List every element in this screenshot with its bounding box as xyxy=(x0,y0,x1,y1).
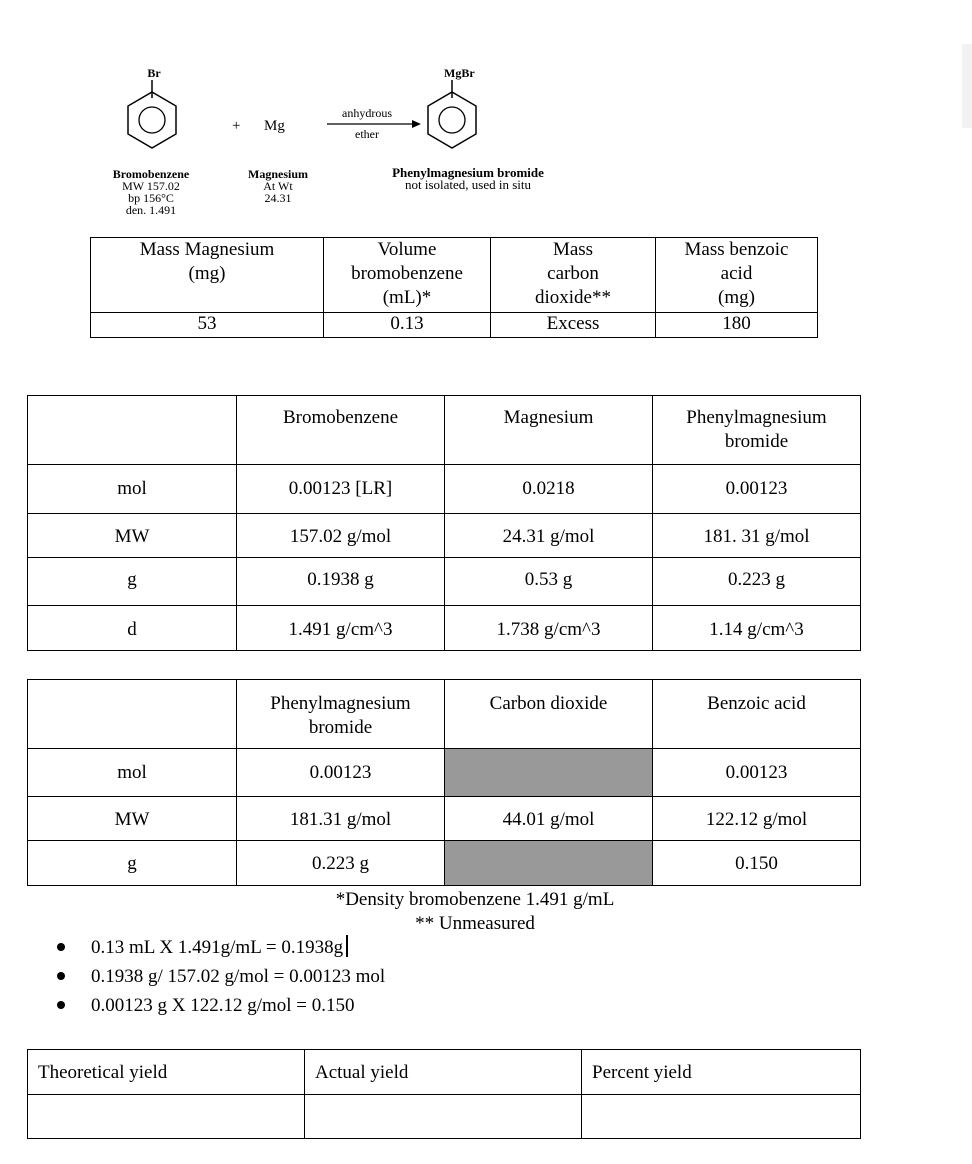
bromobenzene-name: Bromobenzene xyxy=(112,167,190,181)
calc-line-2[interactable]: 0.1938 g/ 157.02 g/mol = 0.00123 mol xyxy=(91,966,386,987)
calculation-list xyxy=(57,933,385,1020)
bromo-substituent-label: Br xyxy=(147,66,161,80)
bromobenzene-density: den. 1.491 xyxy=(125,203,177,217)
step1-product-g: 0.223 g xyxy=(653,558,861,606)
step1-row-label-mol: mol xyxy=(28,465,237,514)
step1-header-blank xyxy=(28,396,237,465)
condition-top: anhydrous xyxy=(342,106,392,120)
mgbr-substituent-label: MgBr xyxy=(444,66,475,80)
product-note: not isolated, used xyxy=(404,177,499,192)
footnotes xyxy=(290,888,660,936)
header-volume-bromobenzene: Volume bromobenzene (mL)* xyxy=(324,238,491,313)
plus-sign: + xyxy=(232,118,241,134)
step1-header-phenylmagnesium-bromide: Phenylmagnesium bromide xyxy=(653,396,861,465)
step2-benzoic-acid-mw: 122.12 g/mol xyxy=(653,797,861,841)
step1-magnesium-g: 0.53 g xyxy=(445,558,653,606)
step1-row-label-g: g xyxy=(28,558,237,606)
product-info xyxy=(376,167,560,191)
step2-header-phenylmagnesium-bromide: Phenylmagnesium bromide xyxy=(237,680,445,749)
bromobenzene-mw: MW 157.02 xyxy=(122,179,180,193)
step2-product-mw: 181.31 g/mol xyxy=(237,797,445,841)
header-percent-yield: Percent yield xyxy=(582,1050,861,1095)
step1-bromobenzene-d: 1.491 g/cm^3 xyxy=(237,606,445,651)
header-mass-magnesium: Mass Magnesium (mg) xyxy=(91,238,324,313)
product-name: Phenylmagnesium bromide xyxy=(392,165,544,180)
value-theoretical-yield[interactable] xyxy=(28,1095,305,1139)
bullet-icon xyxy=(57,1001,65,1009)
step1-header-bromobenzene: Bromobenzene xyxy=(237,396,445,465)
window-edge xyxy=(962,44,972,128)
step1-magnesium-d: 1.738 g/cm^3 xyxy=(445,606,653,651)
header-mass-benzoic-acid: Mass benzoic acid (mg) xyxy=(656,238,818,313)
step1-product-mol: 0.00123 xyxy=(653,465,861,514)
step2-carbon-dioxide-mol-shaded xyxy=(445,749,653,797)
value-mass-magnesium: 53 xyxy=(91,313,324,338)
step2-row-label-g: g xyxy=(28,841,237,886)
header-actual-yield: Actual yield xyxy=(305,1050,582,1095)
step2-benzoic-acid-mol: 0.00123 xyxy=(653,749,861,797)
magnesium-info xyxy=(238,168,318,204)
condition-bottom: ether xyxy=(355,127,379,141)
value-actual-yield[interactable] xyxy=(305,1095,582,1139)
step1-header-magnesium: Magnesium xyxy=(445,396,653,465)
step1-bromobenzene-g: 0.1938 g xyxy=(237,558,445,606)
step2-row-label-mw: MW xyxy=(28,797,237,841)
value-mass-carbon-dioxide: Excess xyxy=(491,313,656,338)
phenylmagnesium-bromide-structure xyxy=(424,78,488,150)
value-percent-yield[interactable] xyxy=(582,1095,861,1139)
magnesium-at-wt-value: 24.31 xyxy=(264,191,292,205)
reagent-quantities-table xyxy=(90,237,818,338)
list-item xyxy=(57,962,385,991)
calc-line-1[interactable]: 0.13 mL X 1.491g/mL = 0.1938g xyxy=(91,937,344,958)
bromobenzene-info xyxy=(100,168,202,216)
header-mass-carbon-dioxide: Mass carbon dioxide** xyxy=(491,238,656,313)
step2-carbon-dioxide-mw: 44.01 g/mol xyxy=(445,797,653,841)
footnote-density: *Density bromobenzene 1.491 g/mL xyxy=(335,889,615,910)
step1-product-d: 1.14 g/cm^3 xyxy=(653,606,861,651)
calc-line-3[interactable]: 0.00123 g X 122.12 g/mol = 0.150 xyxy=(91,995,355,1016)
footnote-unmeasured: ** Unmeasured xyxy=(415,913,535,934)
bromobenzene-bp: bp 156°C xyxy=(128,191,174,205)
bullet-icon xyxy=(57,972,65,980)
step1-bromobenzene-mol: 0.00123 [LR] xyxy=(237,465,445,514)
stoichiometry-table-step2 xyxy=(27,679,861,886)
list-item xyxy=(57,933,385,962)
step2-header-blank xyxy=(28,680,237,749)
text-cursor xyxy=(346,935,348,957)
step1-product-mw: 181. 31 g/mol xyxy=(653,514,861,558)
magnesium-name: Magnesium xyxy=(248,167,308,181)
stoichiometry-table-step1 xyxy=(27,395,861,651)
bromobenzene-structure xyxy=(120,78,184,150)
step2-carbon-dioxide-g-shaded xyxy=(445,841,653,886)
bullet-icon xyxy=(57,943,65,951)
step1-row-label-d: d xyxy=(28,606,237,651)
step2-row-label-mol: mol xyxy=(28,749,237,797)
yield-table xyxy=(27,1049,861,1139)
step1-magnesium-mol: 0.0218 xyxy=(445,465,653,514)
step2-benzoic-acid-g: 0.150 xyxy=(653,841,861,886)
step2-header-benzoic-acid: Benzoic acid xyxy=(653,680,861,749)
step2-header-carbon-dioxide: Carbon dioxide xyxy=(445,680,653,749)
value-mass-benzoic-acid: 180 xyxy=(656,313,818,338)
product-note-in-situ: in situ xyxy=(498,177,532,192)
step2-product-mol: 0.00123 xyxy=(237,749,445,797)
magnesium-symbol: Mg xyxy=(264,118,285,134)
step2-product-g: 0.223 g xyxy=(237,841,445,886)
step1-magnesium-mw: 24.31 g/mol xyxy=(445,514,653,558)
value-volume-bromobenzene: 0.13 xyxy=(324,313,491,338)
header-theoretical-yield: Theoretical yield xyxy=(28,1050,305,1095)
step1-bromobenzene-mw: 157.02 g/mol xyxy=(237,514,445,558)
magnesium-at-wt-label: At Wt xyxy=(263,179,293,193)
step1-row-label-mw: MW xyxy=(28,514,237,558)
list-item xyxy=(57,991,385,1020)
